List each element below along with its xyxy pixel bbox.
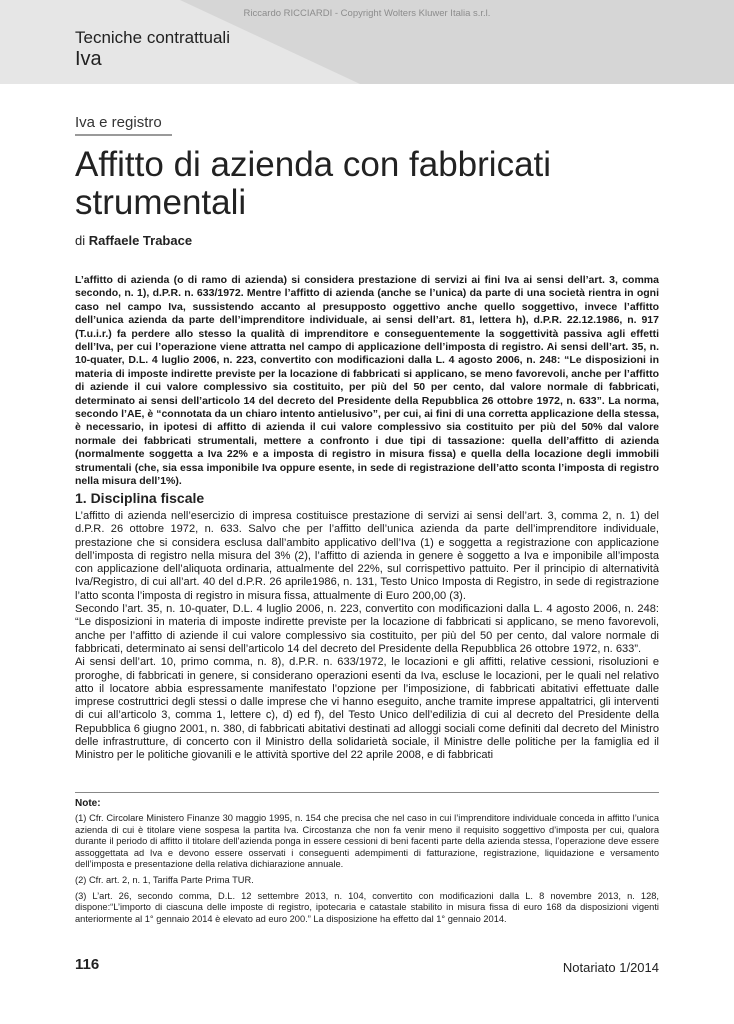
article-title: Affitto di azienda con fabbricati strumentali <box>75 145 552 222</box>
footnote: (2) Cfr. art. 2, n. 1, Tariffa Parte Prima TUR. <box>75 874 254 885</box>
section-name: Tecniche contrattuali <box>75 28 230 47</box>
notes-heading: Note: <box>75 798 101 809</box>
body-paragraph: Ai sensi dell’art. 10, primo comma, n. 8), d.P.R. n. 633/1972, le locazioni e gli affitti, relative cessioni, risoluzioni e proroghe, di fabbricati in genere, si considerano operazioni esenti da Iva, escluse le locazioni, per le quali nel relativo atto il locatore abbia espressamente manifestato l’opzione per l’imposizione, di fabbricati abitativi effettuate dalle imprese costruttrici degli stessi o dalle imprese che vi hanno eseguito, anche tramite imprese appaltatrici, gli interventi di cui all’articolo 3, comma 1, lettere c), d) ed f), del Testo Unico dell’edilizia di cui al decreto del Presidente della Repubblica 6 giugno 2001, n. 380, di fabbricati abitativi destinati ad alloggi sociali come definiti dal decreto del Ministro delle infrastrutture, di concerto con il Ministro della solidarietà sociale, il Ministre delle politiche per la famiglia ed il Ministro per le politiche giovanili e le attività sportive del 22 aprile 2008, e di fabbricati <box>75 656 659 762</box>
byline-prefix: di <box>75 233 89 248</box>
footnotes <box>75 813 659 929</box>
notes-divider <box>75 792 659 793</box>
byline <box>75 233 192 248</box>
rubric-label: Iva e registro <box>75 114 162 131</box>
page-number: 116 <box>75 956 100 973</box>
article-body <box>75 510 659 763</box>
author-name: Raffaele Trabace <box>88 233 193 248</box>
article-abstract: L’affitto di azienda (o di ramo di azienda) si considera prestazione di servizi ai fini Iva ai sensi dell’art. 3, comma secondo, n. 1), d.P.R. n. 633/1972. Mentre l’affitto di azienda (anche se l’unica) da parte di una società rientra in ogni caso nel campo Iva, sussistendo accanto al presupposto oggettivo anche quello soggettivo, invece l’affitto dell’unica azienda da parte dell’imprenditore individuale, ai sensi dell’art. 81, lettera h), d.P.R. 22.12.1986, n. 917 (T.u.i.r.) fa perdere allo stesso la qualità di imprenditore e conseguentemente la soggettività passiva agli effetti dell’Iva, per cui l’operazione viene attratta nel campo di applicazione dell’imposta di registro. Ai sensi dell’art. 35, n. 10-quater, D.L. 4 luglio 2006, n. 223, convertito con modificazioni dalla L. 4 agosto 2006, n. 248: “Le disposizioni in materia di imposte indirette previste per la locazione di fabbricati si applicano, se meno favorevoli, anche per l’affitto di aziende il cui valore complessivo sia costituito, per più del 50 per cento, dal valore normale di fabbricati, determinato ai sensi dell’articolo 14 del decreto del Presidente della Repubblica 26 ottobre 1972, n. 633”. La norma, secondo l’AE, è “connotata da un chiaro intento antielusivo”, per cui, ai fini di una corretta applicazione della stessa, è necessario, in ipotesi di affitto di azienda il cui valore complessivo sia costituito per più del 50% dal valore normale dei fabbricati strumentali, mettere a confronto i due tipi di tassazione: quella dell’affitto di azienda (normalmente soggetta a Iva 22% e a imposta di registro in misura fissa) e quella della locazione degli immobili strumentali (che, sia essa imponibile Iva oppure esente, in sede di registrazione dell’atto sconta l’imposta di registro nella misura dell’1%). <box>75 274 659 488</box>
rubric-underline <box>75 134 172 136</box>
journal-issue: Notariato 1/2014 <box>562 960 659 975</box>
body-paragraph: Secondo l’art. 35, n. 10-quater, D.L. 4 luglio 2006, n. 223, convertito con modificazioni dalla L. 4 agosto 2006, n. 248: “Le disposizioni in materia di imposte indirette previste per la locazione di fabbricati si applicano, se meno favorevoli, anche per l’affitto di aziende il cui valore complessivo sia costituito, per più del 50 per cento, dal valore normale di fabbricati, determinato ai sensi dell’articolo 14 del decreto del Presidente della Repubblica 26 ottobre 1972, n. 633”. <box>75 603 659 655</box>
section-heading: 1. Disciplina fiscale <box>75 490 205 506</box>
subsection-name: Iva <box>75 48 102 70</box>
body-paragraph: L’affitto di azienda nell’esercizio di impresa costituisce prestazione di servizi ai sensi dell’art. 3, comma 2, n. 1) del d.P.R. 26 ottobre 1972, n. 633. Salvo che per l’affitto dell’unica azienda da parte dell’imprenditore individuale, prestazione che si considera esclusa dall’ambito applicativo dell’Iva (1) e soggetta a registrazione con applicazione dell’imposta di registro nella misura del 3% (2), l’affitto di azienda in genere è soggetto a Iva e imponibile all’imposta con applicazione dell’aliquota ordinaria, attualmente del 22%, sul corrispettivo pattuito. Per il principio di alternatività Iva/Registro, di cui all’art. 40 del d.P.R. 26 aprile1986, n. 131, Testo Unico Imposta di Registro, in sede di registrazione l’atto sconta l’imposta di registro in misura fissa, attualmente di Euro 200,00 (3). <box>75 510 659 602</box>
copyright-notice: Riccardo RICCIARDI - Copyright Wolters Kluwer Italia s.r.l. <box>243 8 491 19</box>
footnote: (1) Cfr. Circolare Ministero Finanze 30 maggio 1995, n. 154 che precisa che nel caso in cui l’imprenditore individuale conceda in affitto l’unica azienda di cui è titolare viene sospesa la partita Iva. Circostanza che non fa venir meno il requisito soggettivo d’imposta per cui, qualora durante il periodo di affitto il titolare dell’azienda ponga in essere cessioni di beni facenti parte della azienda stessa, l’operazione deve essere assoggettata ad Iva e devono essere osservati i conseguenti adempimenti di fatturazione, registrazione, liquidazione e versamento dell’imposta e presentazione della relativa dichiarazione annuale. <box>75 813 659 870</box>
footnote: (3) L’art. 26, secondo comma, D.L. 12 settembre 2013, n. 104, convertito con modificazioni dalla L. 8 novembre 2013, n. 128, dispone:“L’importo di ciascuna delle imposte di registro, ipotecaria e catastale stabilito in misura fissa di euro 168 da disposizioni vigenti anteriormente al 1° gennaio 2014 è elevato ad euro 200.” La disposizione ha effetto dal 1° gennaio 2014. <box>75 890 659 924</box>
